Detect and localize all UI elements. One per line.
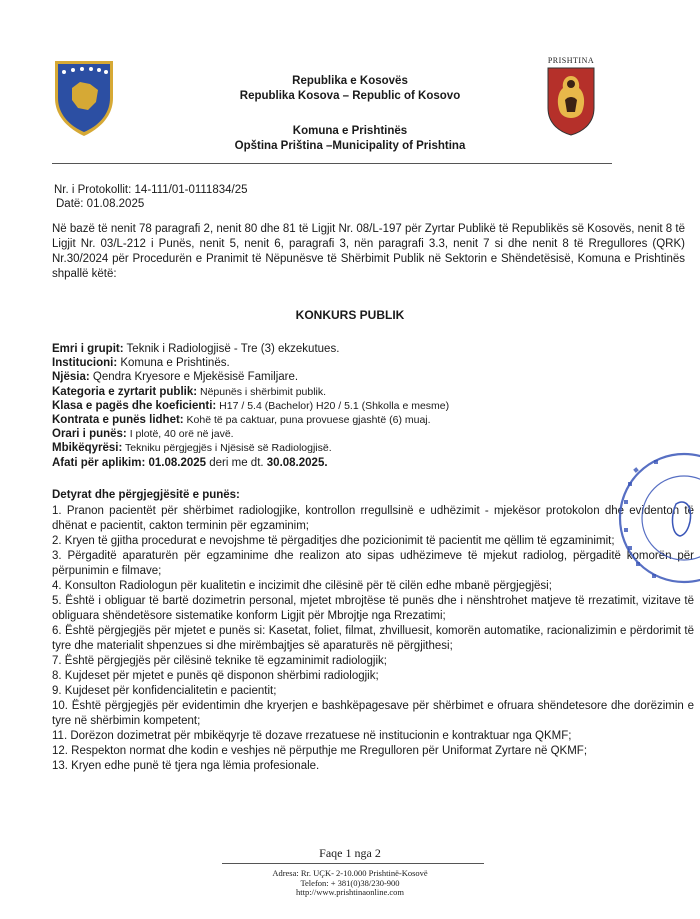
kosovo-coat-of-arms-icon [52,58,116,138]
footer-divider [222,863,484,864]
duty-item: 11. Dorëzon dozimetrat për mbikëqyrje të dozave rrezatuese në institucionin e kontraktuar nga QKMF; [52,730,572,742]
duty-item: 10. Është përgjegjës për evidentimin dhe kryerjen e bashkëpagesave për shërbimet e ofruara shëndetesore dhe dorëzimin e tyre në shërbimin kompetent; [52,700,694,727]
duty-item: 13. Kryen edhe punë të tjera nga lëmia profesionale. [52,760,320,772]
field-schedule: Orari i punës: I plotë, 40 orë në javë. [52,428,234,441]
header-municipality-sr-en: Opština Priština –Municipality of Prishtina [234,140,466,152]
field-category: Kategoria e zyrtarit publik: Nëpunës i shërbimit publik. [52,385,327,398]
field-salary-class: Klasa e pagës dhe koeficienti: H17 / 5.4 (Bachelor) H20 / 5.1 (Shkolla e mesme) [52,399,450,412]
header-republic-sq: Republika e Kosovës [292,75,408,87]
field-institution: Institucioni: Komuna e Prishtinës. [52,357,230,370]
duty-item: 8. Kujdeset për mjetet e punës që disponon shërbimi radiologjik; [52,670,379,682]
protocol-date: Datë: 01.08.2025 [56,198,145,210]
duty-item: 7. Është përgjegjës për cilësinë teknike të egzaminimit radiologjik; [52,655,387,667]
duties-title: Detyrat dhe përgjegjësitë e punës: [52,489,240,501]
header-divider [52,163,612,164]
field-unit: Njësia: Qendra Kryesore e Mjekësisë Familjare. [52,371,299,384]
field-supervisor: Mbikëqyrësi: Tekniku përgjegjës i Njësisë së Radiologjisë. [52,442,332,455]
protocol-number: Nr. i Protokollit: 14-111/01-0111834/25 [54,184,248,196]
duty-item: 2. Kryen të gjitha procedurat e nevojshme të përgaditjes dhe pozicionimit të pacientit me qëllim të egzaminimit; [52,535,615,547]
duty-item: 5. Është i obliguar të bartë dozimetrin personal, mjetet mbrojtëse të punës dhe i nënshtrohet matjeve të rrezatimit, vizitave të obliguara shëndetësore sistematike konform Ligjit për Mbrojtje nga Rrezatimi; [52,595,694,622]
footer-address: Adresa: Rr. UÇK- 2-10.000 Prishtinë-Kosovë [272,868,428,878]
page-number: Faqe 1 nga 2 [319,846,381,860]
field-group-name: Emri i grupit: Teknik i Radiologjisë - Tre (3) ekzekutues. [52,343,340,355]
duties-section [52,488,694,774]
document-title: KONKURS PUBLIK [295,308,405,322]
footer-contact [0,869,700,898]
header-republic-sr-en: Republika Kosova – Republic of Kosovo [239,90,461,102]
field-contract: Kontrata e punës lidhet: Kohë të pa caktuar, puna provuese gjashtë (6) muaj. [52,414,431,427]
field-deadline: Afati për aplikim: 01.08.2025 deri me dt. 30.08.2025. [52,456,328,469]
header-municipality-sq: Komuna e Prishtinës [292,125,408,137]
official-stamp-icon [614,448,700,588]
duty-item: 1. Pranon pacientët për shërbimet radiologjike, kontrollon rregullsinë e udhëzimit - mjekësor protokolon dhe evidenton të dhënat e pacientit, cakton terminin për egzaminim; [52,505,694,532]
prishtina-logo-label: PRISHTINA [547,56,595,65]
duty-item: 4. Konsulton Radiologun për kualitetin e incizimit dhe cilësinë për të cilën edhe mbanë përgjegjësi; [52,580,552,592]
position-details [52,342,652,470]
duty-item: 12. Respekton normat dhe kodin e veshjes në përputhje me Rregulloren për Uniformat Zyrtare në QKMF; [52,745,588,757]
prishtina-emblem-icon [546,66,596,136]
legal-basis-paragraph: Në bazë të nenit 78 paragrafi 2, nenit 80 dhe 81 të Ligjit Nr. 08/L-197 për Zyrtar Publikë të Republikës së Kosovës, nenit 8 të Ligjit Nr. 03/L-212 i Punës, nenit 5, nenit 6, paragrafi 3, nën paragrafi 3.3, nenit 7 si dhe nenit 8 të Rregullores (QRK) Nr.30/2024 për Procedurën e Pranimit të Nëpunësve të Shërbimit Publik në Sektorin e Shëndetësisë, Komuna e Prishtinës shpallë këtë: [52,223,685,280]
duty-item: 6. Është përgjegjës për mjetet e punës si: Kasetat, foliet, filmat, zhvilluesit, komorën automatike, racionalizimin e përdorimit të tyre dhe materialit shpenzues si dhe mirëmbajtjes së aparaturës në përgjithesi; [52,625,694,652]
duty-item: 3. Përgaditë aparaturën për egzaminime dhe realizon ato sipas udhëzimeve të mjekut radiolog, përgaditë komorën për përpunimin e filmave; [52,550,694,577]
footer-phone: Telefon: + 381(0)38/230-900 [300,877,400,888]
duty-item: 9. Kujdeset për konfidencialitetin e pacientit; [52,685,277,697]
footer-website: http://www.prishtinaonline.com [295,887,405,897]
